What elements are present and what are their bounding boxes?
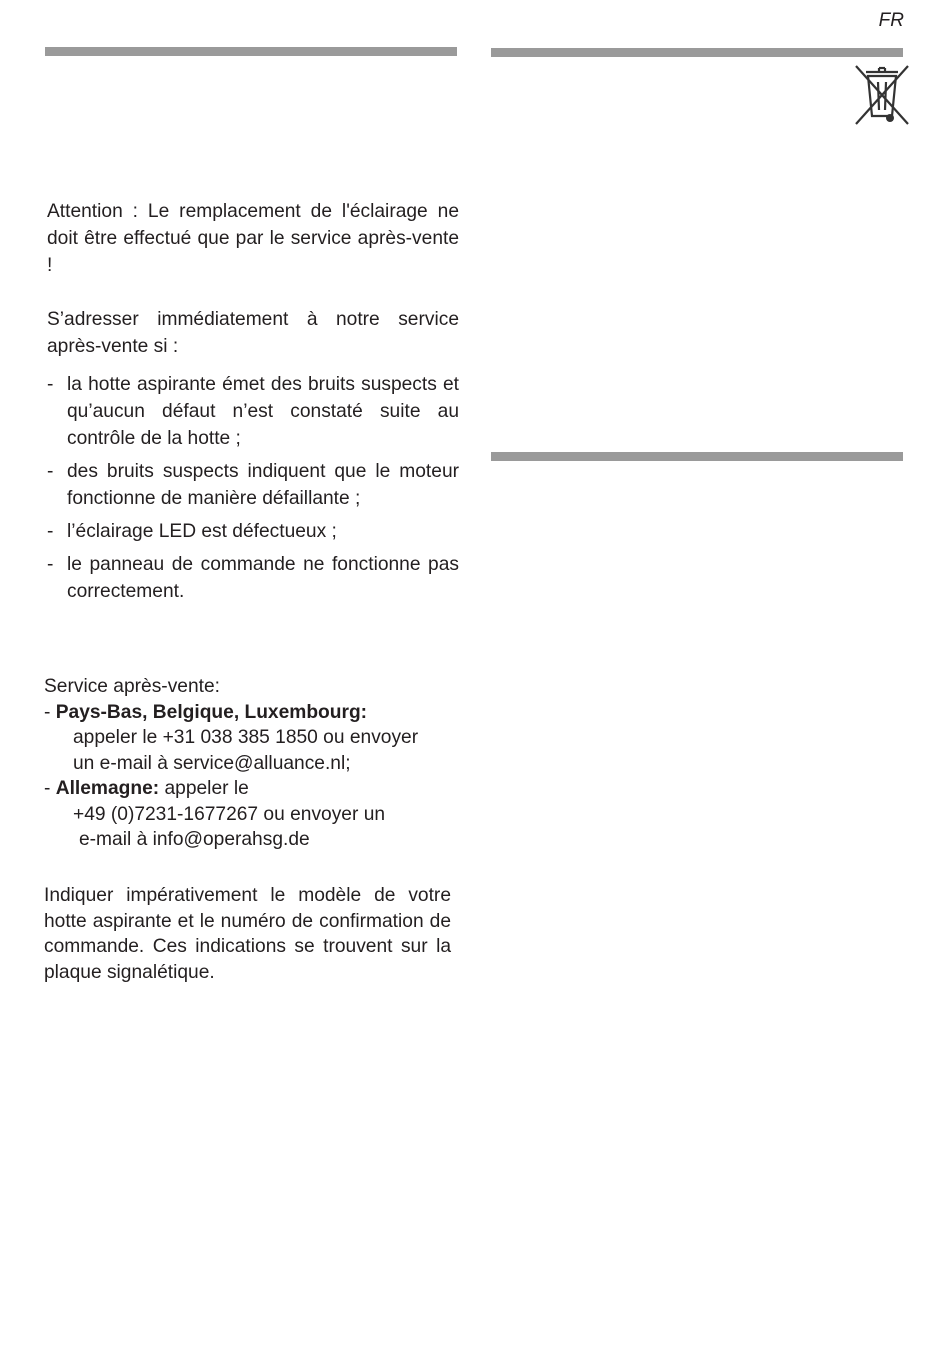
region-dash: - xyxy=(44,701,56,723)
region-netherlands-belgium-luxembourg xyxy=(44,700,459,726)
symptom-list xyxy=(47,371,459,605)
attention-note: Attention : Le remplacement de l'éclairage ne doit être effectué que par le service après-vente ! xyxy=(47,201,459,276)
section-divider-left xyxy=(45,47,457,56)
closing-note: Indiquer impérativement le modèle de votre hotte aspirante et le numéro de confirmation de commande. Ces indications se trouvent sur la plaque signalétique. xyxy=(44,885,451,983)
list-item-text: l’éclairage LED est défectueux ; xyxy=(67,521,337,542)
region-inline-text: appeler le xyxy=(159,778,249,799)
contact-intro: S’adresser immédiatement à notre service après-vente si : xyxy=(47,309,459,357)
email-line: un e-mail à service@alluance.nl; xyxy=(73,752,351,774)
bullet-dash: - xyxy=(47,554,54,575)
section-divider-right-middle xyxy=(491,452,903,461)
list-item xyxy=(47,458,459,512)
phone-line: appeler le +31 038 385 1850 ou envoyer xyxy=(73,727,419,748)
list-item-text: la hotte aspirante émet des bruits suspects et qu’aucun défaut n’est constaté suite au contrôle de la hotte ; xyxy=(67,374,459,449)
crossed-out-wheelie-bin-icon xyxy=(852,62,912,128)
list-item-text: le panneau de commande ne fonctionne pas correctement. xyxy=(67,554,459,602)
service-heading: Service après-vente: xyxy=(44,676,220,697)
email-line: e-mail à info@operahsg.de xyxy=(79,829,310,850)
section-divider-right-top xyxy=(491,48,903,57)
troubleshooting-column xyxy=(47,198,459,611)
phone-line: +49 (0)7231-1677267 ou envoyer un xyxy=(73,803,386,825)
region-label: Allemagne: xyxy=(55,778,160,799)
region-germany xyxy=(44,776,459,802)
list-item xyxy=(47,518,459,545)
list-item xyxy=(47,371,459,452)
bullet-dash: - xyxy=(47,461,54,482)
region-dash: - xyxy=(44,778,56,799)
language-code: FR xyxy=(878,10,904,31)
region-label: Pays-Bas, Belgique, Luxembourg: xyxy=(55,701,368,723)
service-contacts xyxy=(44,674,459,853)
list-item xyxy=(47,551,459,605)
bullet-dash: - xyxy=(47,521,54,542)
list-item-text: des bruits suspects indiquent que le moteur fonctionne de manière défaillante ; xyxy=(67,461,459,509)
bullet-dash: - xyxy=(47,374,54,395)
